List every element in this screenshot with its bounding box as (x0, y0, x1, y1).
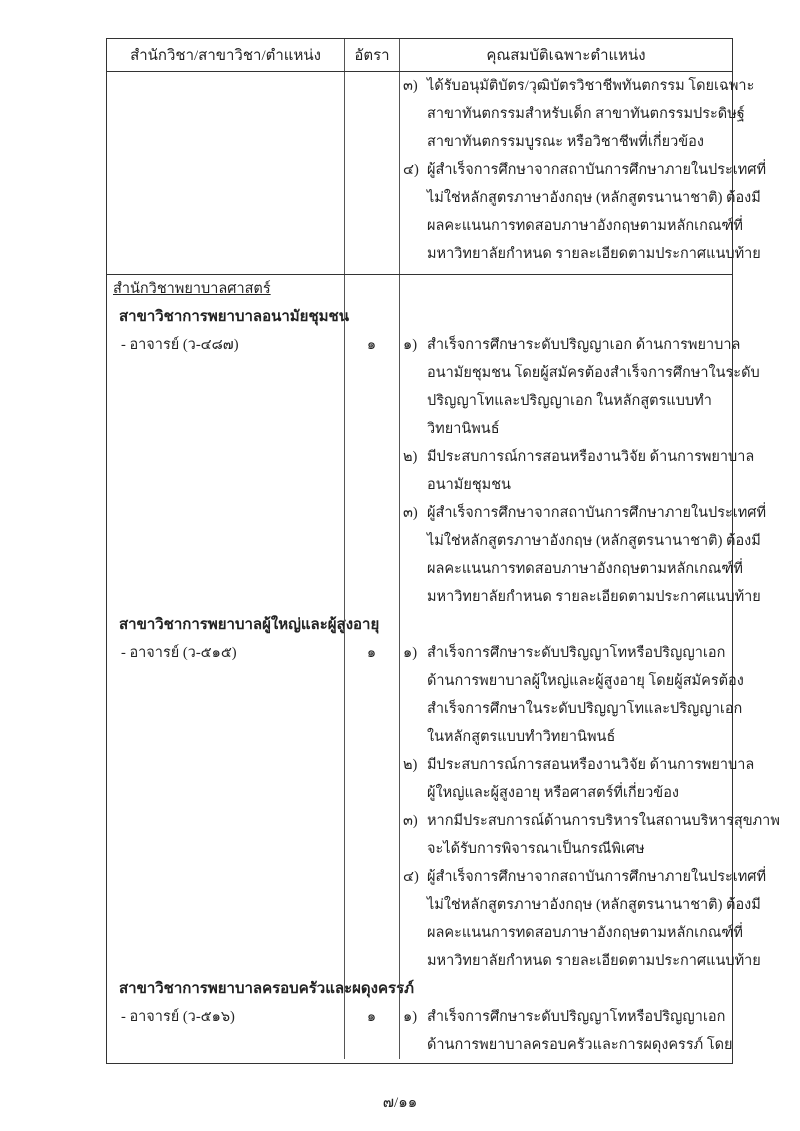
qualification-cell (399, 156, 766, 184)
table-line (107, 835, 732, 863)
table-line (107, 184, 761, 212)
rate-cell (344, 583, 399, 611)
item-number: ๓) (403, 78, 418, 94)
table-line (107, 331, 741, 359)
qualification-cell (399, 583, 761, 611)
program-name: สาขาวิชาการพยาบาลผู้ใหญ่และผู้สูงอายุ (119, 617, 380, 633)
qualification-text: สาขาทันตกรรมสำหรับเด็ก สาขาทันตกรรมประดิษฐ์ (427, 106, 745, 122)
rate-cell (344, 128, 399, 156)
page-number: ๗/๑๑ (382, 1095, 418, 1111)
table-line (107, 527, 761, 555)
rate-cell (344, 807, 399, 835)
rate-value: ๑ (366, 337, 377, 353)
rate-cell (344, 1031, 399, 1059)
qualification-text: ผู้สำเร็จการศึกษาจากสถาบันการศึกษาภายในประเทศที่ (427, 505, 767, 521)
qualification-cell (399, 863, 766, 891)
rate-cell (344, 415, 399, 443)
table-line (107, 471, 732, 499)
rate-cell (344, 359, 399, 387)
rate-cell (344, 695, 399, 723)
rate-cell (344, 212, 399, 240)
qualification-text: มีประสบการณ์การสอนหรืองานวิจัย ด้านการพยาบาล (427, 757, 755, 773)
unit-cell (107, 751, 344, 779)
rate-cell (344, 835, 399, 863)
qualification-text: ไม่ใช่หลักสูตรภาษาอังกฤษ (หลักสูตรนานาชาติ) ต้องมี (427, 897, 761, 913)
qualification-cell (399, 835, 732, 863)
rate-cell (344, 156, 399, 184)
unit-cell (107, 947, 344, 975)
rate-cell (344, 891, 399, 919)
column-divider (399, 72, 400, 274)
table-line (107, 499, 767, 527)
qualification-cell (399, 807, 780, 835)
qualification-cell (399, 891, 761, 919)
qualification-text: สำเร็จการศึกษาระดับปริญญาโทหรือปริญญาเอก (427, 1009, 726, 1025)
unit-cell (107, 184, 344, 212)
rate-cell (344, 751, 399, 779)
column-divider (399, 275, 400, 1059)
rate-cell (344, 240, 399, 268)
qualification-cell (399, 471, 732, 499)
unit-cell (107, 891, 344, 919)
table-line (107, 863, 767, 891)
qualification-cell (399, 555, 743, 583)
qualification-cell (399, 723, 732, 751)
qualification-cell (399, 443, 754, 471)
qualification-text: มีประสบการณ์การสอนหรืองานวิจัย ด้านการพยาบาล (427, 449, 755, 465)
header-qualifications: คุณสมบัติเฉพาะตำแหน่ง (399, 39, 732, 71)
qualification-text: มหาวิทยาลัยกำหนด รายละเอียดตามประกาศแนบท้าย (427, 246, 761, 262)
rate-cell (344, 527, 399, 555)
program-name: สาขาวิชาการพยาบาลอนามัยชุมชน (119, 309, 349, 325)
qualification-cell (399, 695, 742, 723)
table-line (107, 387, 732, 415)
faculty-name: สำนักวิชาพยาบาลศาสตร์ (113, 281, 271, 297)
rate-value: ๑ (366, 1009, 377, 1025)
rate-cell (344, 723, 399, 751)
qualification-text: ปริญญาโทและปริญญาเอก ในหลักสูตรแบบทำ (427, 393, 712, 409)
continued-row (107, 72, 767, 275)
table-line (107, 751, 755, 779)
qualification-cell (399, 499, 766, 527)
table-line (107, 807, 780, 835)
qualification-cell (399, 947, 761, 975)
unit-cell (107, 527, 344, 555)
unit-cell (107, 443, 344, 471)
qualification-text: ด้านการพยาบาลครอบครัวและการผดุงครรภ์ โดย (427, 1037, 733, 1053)
qualification-text: ผลคะแนนการทดสอบภาษาอังกฤษตามหลักเกณฑ์ที่ (427, 561, 743, 577)
table-line (107, 975, 732, 1003)
rate-value: ๑ (366, 645, 377, 661)
rate-cell (344, 100, 399, 128)
column-divider (344, 72, 345, 274)
rate-cell (344, 443, 399, 471)
item-number: ๑) (403, 337, 418, 353)
qualification-text: สำเร็จการศึกษาระดับปริญญาเอก ด้านการพยาบาล (427, 337, 741, 353)
item-number: ๑) (403, 645, 418, 661)
table-line (107, 1031, 732, 1059)
unit-cell (107, 100, 344, 128)
table-line (107, 275, 732, 303)
rate-cell (344, 303, 399, 331)
unit-cell (107, 1003, 344, 1031)
rate-cell (344, 555, 399, 583)
unit-cell (107, 156, 344, 184)
unit-cell (107, 835, 344, 863)
table-line (107, 779, 732, 807)
qualification-text: วิทยานิพนธ์ (427, 421, 500, 437)
table-line (107, 443, 755, 471)
unit-cell (107, 723, 344, 751)
table-line (107, 240, 761, 268)
table-line (107, 919, 743, 947)
unit-cell (107, 303, 349, 331)
unit-cell (107, 975, 415, 1003)
position-title: - อาจารย์ (ว-๕๑๖) (121, 1009, 235, 1025)
unit-cell (107, 275, 344, 303)
unit-cell (107, 471, 344, 499)
qualification-cell (399, 331, 740, 359)
table-line (107, 1003, 732, 1031)
qualification-text: จะได้รับการพิจารณาเป็นกรณีพิเศษ (427, 841, 645, 857)
position-title: - อาจารย์ (ว-๔๘๗) (121, 337, 239, 353)
table-line (107, 359, 760, 387)
qualification-cell (399, 303, 732, 331)
rate-cell (344, 667, 399, 695)
rate-cell (344, 184, 399, 212)
table-line (107, 947, 761, 975)
qualification-cell (399, 639, 732, 667)
unit-cell (107, 499, 344, 527)
rate-cell (344, 275, 399, 303)
qualification-text: ผลคะแนนการทดสอบภาษาอังกฤษตามหลักเกณฑ์ที่ (427, 925, 743, 941)
table-header (107, 39, 732, 72)
unit-cell (107, 72, 344, 100)
qualification-cell (399, 415, 732, 443)
unit-cell (107, 583, 344, 611)
qualification-text: ผู้สำเร็จการศึกษาจากสถาบันการศึกษาภายในประเทศที่ (427, 162, 767, 178)
unit-cell (107, 555, 344, 583)
rate-cell (344, 975, 399, 1003)
table-line (107, 72, 755, 100)
position-title: - อาจารย์ (ว-๕๑๕) (121, 645, 237, 661)
unit-cell (107, 695, 344, 723)
rate-cell (344, 919, 399, 947)
unit-cell (107, 779, 344, 807)
qualification-text: ผู้ใหญ่และผู้สูงอายุ หรือศาสตร์ที่เกี่ยวข้อง (427, 785, 679, 801)
table-line (107, 723, 732, 751)
qualification-cell (399, 387, 732, 415)
qualification-text: มหาวิทยาลัยกำหนด รายละเอียดตามประกาศแนบท้าย (427, 953, 761, 969)
unit-cell (107, 611, 380, 639)
table-line (107, 303, 732, 331)
item-number: ๒) (403, 757, 418, 773)
rate-cell (344, 499, 399, 527)
table-line (107, 695, 743, 723)
rate-cell (344, 639, 399, 667)
column-divider (344, 275, 345, 1059)
unit-cell (107, 128, 344, 156)
qualification-text: ในหลักสูตรแบบทำวิทยานิพนธ์ (427, 729, 616, 745)
table-line (107, 583, 761, 611)
rate-cell (344, 611, 399, 639)
header-unit: สำนักวิชา/สาขาวิชา/ตำแหน่ง (130, 48, 321, 64)
qualification-text: อนามัยชุมชน โดยผู้สมัครต้องสำเร็จการศึกษาในระดับ (427, 365, 760, 381)
table-line (107, 891, 761, 919)
unit-cell (107, 1031, 344, 1059)
qualification-cell (399, 975, 732, 1003)
qualification-cell (399, 611, 732, 639)
rate-cell (344, 72, 399, 100)
qualification-cell (399, 100, 745, 128)
qualification-text: ได้รับอนุมัติบัตร/วุฒิบัตรวิชาชีพทันตกรรม โดยเฉพาะ (427, 78, 755, 94)
program-name: สาขาวิชาการพยาบาลครอบครัวและผดุงครรภ์ (119, 981, 415, 997)
table-line (107, 212, 743, 240)
qualification-text: ด้านการพยาบาลผู้ใหญ่และผู้สูงอายุ โดยผู้สมัครต้อง (427, 673, 744, 689)
qualification-cell (399, 751, 754, 779)
item-number: ๔) (403, 162, 419, 178)
item-number: ๓) (403, 505, 418, 521)
qualification-text: สำเร็จการศึกษาระดับปริญญาโทหรือปริญญาเอก (427, 645, 726, 661)
unit-cell (107, 639, 344, 667)
qualification-text: ไม่ใช่หลักสูตรภาษาอังกฤษ (หลักสูตรนานาชาติ) ต้องมี (427, 190, 761, 206)
qualification-cell (399, 359, 760, 387)
table-line (107, 156, 767, 184)
qualification-cell (399, 212, 743, 240)
qualifications-table (106, 38, 780, 1064)
unit-cell (107, 667, 344, 695)
item-number: ๒) (403, 449, 418, 465)
rate-cell (344, 863, 399, 891)
unit-cell (107, 387, 344, 415)
unit-cell (107, 331, 344, 359)
table-line (107, 611, 732, 639)
qualification-text: ผลคะแนนการทดสอบภาษาอังกฤษตามหลักเกณฑ์ที่ (427, 218, 743, 234)
header-rate: อัตรา (344, 39, 399, 71)
rate-cell (344, 471, 399, 499)
rate-cell (344, 947, 399, 975)
table-line (107, 639, 732, 667)
qualification-cell (399, 128, 732, 156)
faculty-section (107, 275, 780, 1059)
qualification-cell (399, 1003, 732, 1031)
qualification-text: มหาวิทยาลัยกำหนด รายละเอียดตามประกาศแนบท้าย (427, 589, 761, 605)
table-line (107, 667, 744, 695)
unit-cell (107, 212, 344, 240)
qualification-cell (399, 240, 761, 268)
qualification-cell (399, 919, 743, 947)
qualification-cell (399, 275, 732, 303)
qualification-cell (399, 527, 761, 555)
table-line (107, 100, 745, 128)
rate-cell (344, 1003, 399, 1031)
qualification-cell (399, 184, 761, 212)
unit-cell (107, 359, 344, 387)
unit-cell (107, 863, 344, 891)
qualification-cell (399, 779, 732, 807)
table-line (107, 415, 732, 443)
table-line (107, 128, 732, 156)
item-number: ๓) (403, 813, 418, 829)
unit-cell (107, 240, 344, 268)
qualification-cell (399, 667, 744, 695)
qualification-cell (399, 1031, 733, 1059)
rate-cell (344, 387, 399, 415)
item-number: ๑) (403, 1009, 418, 1025)
item-number: ๔) (403, 869, 419, 885)
rate-cell (344, 331, 399, 359)
qualification-text: ผู้สำเร็จการศึกษาจากสถาบันการศึกษาภายในประเทศที่ (427, 869, 767, 885)
qualification-text: ไม่ใช่หลักสูตรภาษาอังกฤษ (หลักสูตรนานาชาติ) ต้องมี (427, 533, 761, 549)
qualification-text: สาขาทันตกรรมบูรณะ หรือวิชาชีพที่เกี่ยวข้อง (427, 134, 704, 150)
table-line (107, 555, 743, 583)
unit-cell (107, 415, 344, 443)
rate-cell (344, 779, 399, 807)
unit-cell (107, 807, 344, 835)
qualification-text: หากมีประสบการณ์ด้านการบริหารในสถานบริหารสุขภาพ (427, 813, 780, 829)
qualification-text: อนามัยชุมชน (427, 477, 511, 493)
qualification-text: สำเร็จการศึกษาในระดับปริญญาโทและปริญญาเอก (427, 701, 743, 717)
qualification-cell (399, 72, 754, 100)
unit-cell (107, 919, 344, 947)
